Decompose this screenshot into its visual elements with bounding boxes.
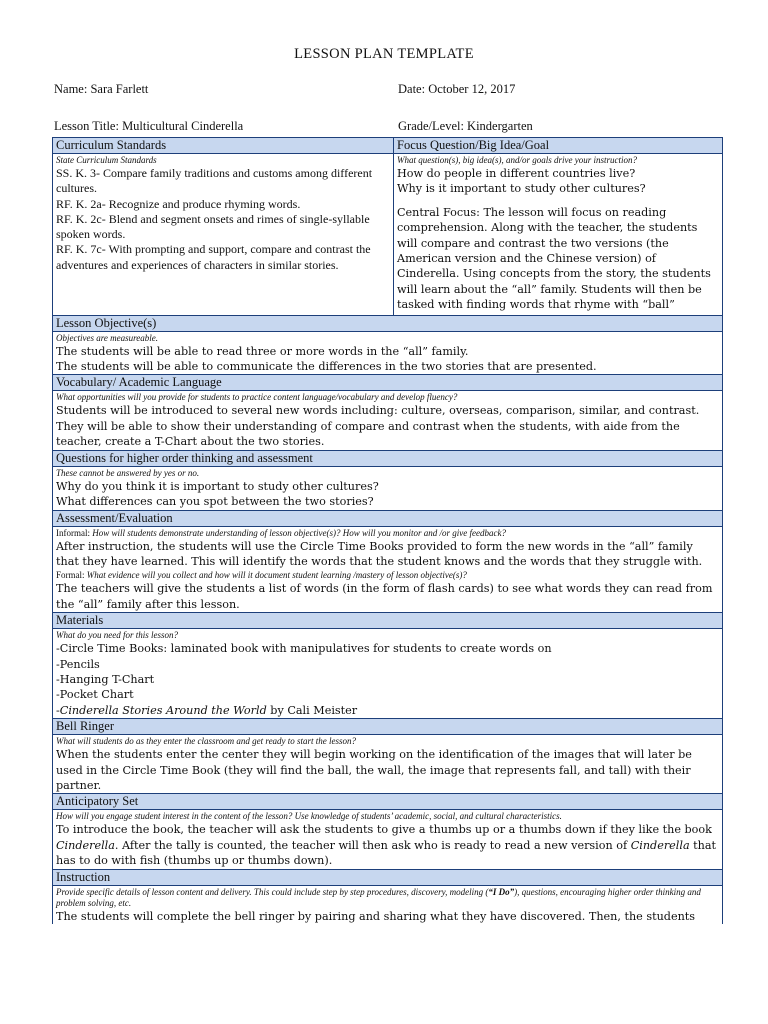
material-item: -Circle Time Books: laminated book with manipulatives for students to create words on [56,642,552,656]
curriculum-body-row [53,154,722,316]
questions-header: Questions for higher order thinking and assessment [53,451,722,467]
standard-item: RF. K. 7c- With prompting and support, compare and contrast the adventures and experiences of characters in similar stories. [56,242,371,272]
book-prefix: - [56,703,60,717]
instruction-header: Instruction [53,870,722,886]
assessment-section [53,527,722,614]
formal-prompt [53,569,722,581]
central-focus-text: Central Focus: The lesson will focus on reading comprehension. Along with the teacher, the students will compare and contrast the two versions (the American version and the Chinese version) of Cinderella. Using concepts from the story, the students will learn about the “all” family. Students will then be tasked with finding words that rhyme with “ball” [397,205,711,312]
name-field: Name: Sara Farlett [54,82,149,96]
curriculum-header-row [53,138,722,154]
vocabulary-header: Vocabulary/ Academic Language [53,375,722,391]
instruction-section [53,886,722,924]
standard-item: RF. K. 2a- Recognize and produce rhyming words. [56,196,301,211]
focus-question-line: How do people in different countries live? [397,167,636,180]
bell-ringer-prompt: What will students do as they enter the classroom and get ready to start the lesson? [56,736,357,747]
objective-line: The students will be able to communicate the differences in the two stories that are presented. [56,360,597,374]
material-item: -Pocket Chart [56,688,134,702]
instruction-prompt [53,886,722,909]
instruction-prompt-emphasis: “I Do” [488,886,515,897]
anticipatory-text [53,822,722,868]
questions-prompt: These cannot be answered by yes or no. [56,467,200,478]
question-line: What differences can you spot between the two stories? [56,495,374,509]
materials-prompt: What do you need for this lesson? [56,630,178,641]
curriculum-standards-cell [53,154,394,315]
anticipatory-prompt: How will you engage student interest in the content of the lesson? Use knowledge of students’ academic, social, and cultural characteristics. [56,811,562,822]
assessment-header: Assessment/Evaluation [53,511,722,527]
standard-item: RF. K. 2c- Blend and segment onsets and rimes of single-syllable spoken words. [56,211,370,242]
instruction-text: The students will complete the bell ringer by pairing and sharing what they have discovered. Then, the students [56,909,696,923]
bell-ringer-section [53,735,722,794]
anticipatory-book-title: Cinderella [630,838,690,852]
standards-prompt: State Curriculum Standards [56,155,157,165]
material-item: -Hanging T-Chart [56,672,155,686]
bell-ringer-text: When the students enter the center they will begin working on the identification of the images that will later be used in the Circle Time Book (they will find the ball, the wall, the image that represents fall, and tall) with their partner. [56,748,692,792]
objectives-header: Lesson Objective(s) [53,316,722,332]
vocabulary-prompt: What opportunities will you provide for students to practice content language/vocabulary and develop fluency? [56,392,458,403]
anticipatory-text-part: that has to do with fish (thumbs up or thumbs down). [56,838,717,868]
informal-prompt-text: How will students demonstrate understanding of lesson objective(s)? How will you monitor and /or give feedback? [92,527,506,538]
book-author: by Cali Meister [266,703,358,717]
objectives-section [53,332,722,376]
standard-item: SS. K. 3- Compare family traditions and customs among different cultures. [56,166,373,196]
materials-header: Materials [53,613,722,629]
materials-section [53,629,722,719]
questions-section [53,467,722,511]
lesson-plan-table [52,137,723,924]
book-title: Cinderella Stories Around the World [59,703,267,717]
focus-question-header: Focus Question/Big Idea/Goal [394,138,722,153]
informal-label: Informal: [56,527,90,538]
formal-prompt-text: What evidence will you collect and how will it document student learning /mastery of lesson objective(s)? [86,570,467,581]
anticipatory-book-title: Cinderella [56,838,115,852]
vocabulary-text: Students will be introduced to several new words including: culture, overseas, comparison, similar, and contrast. They will be able to show their understanding of compare and contrast when the students, with aide from the teacher, create a T-Chart about the two stories. [56,404,700,449]
formal-text: The teachers will give the students a list of words (in the form of flash cards) to see what words they can read from the “all” family after this lesson. [56,582,713,611]
informal-prompt [53,527,722,539]
formal-label: Formal: [56,570,85,581]
anticipatory-text-part: . After the tally is counted, the teacher will then ask who is ready to read a new version of [114,838,631,852]
lesson-title-field: Lesson Title: Multicultural Cinderella [54,119,244,133]
objectives-prompt: Objectives are measureable. [56,332,159,343]
question-line: Why do you think it is important to study other cultures? [56,479,379,493]
bell-ringer-header: Bell Ringer [53,719,722,735]
vocabulary-section [53,391,722,450]
focus-question-cell [394,154,722,315]
focus-question-line: Why is it important to study other cultures? [397,182,646,196]
instruction-prompt-part: Provide specific details of lesson content and delivery. This could include step by step procedures, discovery, modeling ( [56,886,489,897]
objective-line: The students will be able to read three or more words in the “all” family. [56,344,469,358]
instruction-prompt-part: ), questions, encouraging higher order thinking and problem solving, etc. [56,886,701,908]
informal-text: After instruction, the students will use the Circle Time Books provided to form the new words in the “all” family that they have learned. This will identify the words that the student knows and the words that they struggle with. [56,539,703,568]
date-field: Date: October 12, 2017 [398,82,516,96]
material-item: -Pencils [56,657,100,671]
anticipatory-set-header: Anticipatory Set [53,794,722,810]
grade-level-field: Grade/Level: Kindergarten [398,119,533,133]
curriculum-standards-header: Curriculum Standards [53,138,394,153]
material-book-item [53,703,722,718]
anticipatory-text-part: To introduce the book, the teacher will ask the students to give a thumbs up or a thumbs down if they like the book [56,823,712,837]
focus-prompt: What question(s), big idea(s), and/or goals drive your instruction? [397,155,637,165]
anticipatory-set-section [53,810,722,869]
document-title: LESSON PLAN TEMPLATE [294,46,474,62]
